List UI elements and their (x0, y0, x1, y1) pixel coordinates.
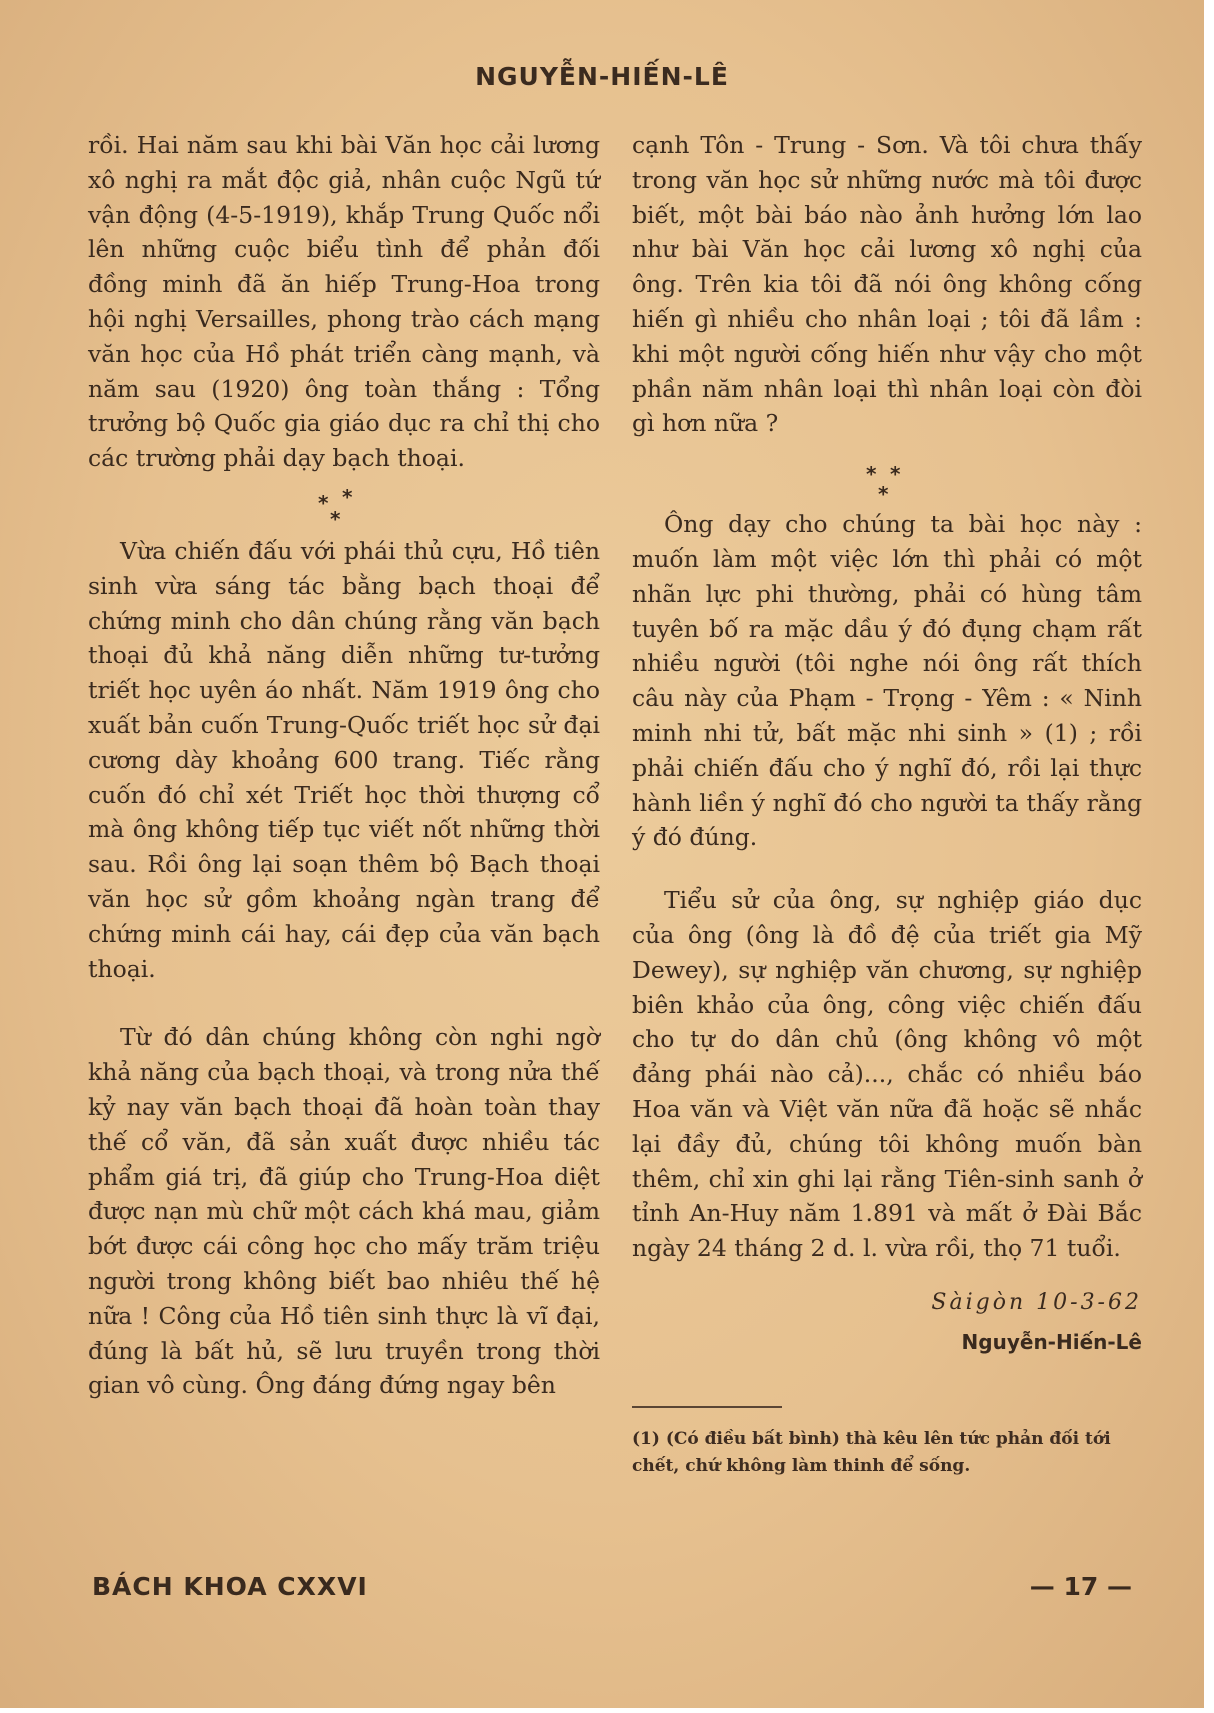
paragraph: rồi. Hai năm sau khi bài Văn học cải lương xô nghị ra mắt độc giả, nhân cuộc Ngũ tứ vận động (4-5-1919), khắp Trung Quốc nổi lên những cuộc biểu tình để phản đối đồng minh đã ăn hiếp Trung-Hoa trong hội nghị Versailles, phong trào cách mạng văn học của Hồ phát triển càng mạnh, và năm sau (1920) ông toàn thắng : Tổng trưởng bộ Quốc gia giáo dục ra chỉ thị cho các trường phải dạy bạch thoại. (88, 131, 600, 473)
paragraph: Vừa chiến đấu với phái thủ cựu, Hồ tiên sinh vừa sáng tác bằng bạch thoại để chứng minh cho dân chúng rằng văn bạch thoại đủ khả năng diễn những tư-tưởng triết học uyên áo nhất. Năm 1919 ông cho xuất bản cuốn Trung-Quốc triết học sử đại cương dày khoảng 600 trang. Tiếc rằng cuốn đó chỉ xét Triết học thời thượng cổ mà ông không tiếp tục viết nốt những thời sau. Rồi ông lại soạn thêm bộ Bạch thoại văn học sử gồm khoảng ngàn trang để chứng minh cái hay, cái đẹp của văn bạch thoại. (88, 536, 600, 983)
paragraph: Ông dạy cho chúng ta bài học này : muốn làm một việc lớn thì phải có một nhãn lực phi thường, phải có hùng tâm tuyên bố ra mặc dầu ý đó đụng chạm rất nhiều người (tôi nghe nói ông rất thích câu này của Phạm - Trọng - Yêm : « Ninh minh nhi tử, bất mặc nhi sinh » (1) ; rồi phải chiến đấu cho ý nghĩ đó, rồi lại thực hành liền ý nghĩ đó cho người ta thấy rằng ý đó đúng. (632, 510, 1142, 852)
paragraph: cạnh Tôn - Trung - Sơn. Và tôi chưa thấy trong văn học sử những nước mà tôi được biết, một bài báo nào ảnh hưởng lớn lao như bài Văn học cải lương xô nghị của ông. Trên kia tôi đã nói ông không cống hiến gì nhiều cho nhân loại ; tôi đã lầm : khi một người cống hiến như vậy cho một phần năm nhân loại thì nhân loại còn đòi gì hơn nữa ? (632, 131, 1142, 438)
star: * (330, 506, 341, 531)
running-head: NGUYỄN-HIẾN-LÊ (475, 62, 729, 91)
left-column (88, 128, 600, 1403)
section-separator (88, 476, 600, 534)
right-column (632, 128, 1142, 1480)
paragraph: Từ đó dân chúng không còn nghi ngờ khả năng của bạch thoại, và trong nửa thế kỷ nay văn bạch thoại đã hoàn toàn thay thế cổ văn, đã sản xuất được nhiều tác phẩm giá trị, đã giúp cho Trung-Hoa diệt được nạn mù chữ một cách khá mau, giảm bớt được cái công học cho mấy trăm triệu người trong không biết bao nhiêu thế hệ nữa ! Công của Hồ tiên sinh thực là vĩ đại, đúng là bất hủ, sẽ lưu truyền trong thời gian vô cùng. Ông đáng đứng ngay bên (88, 1023, 600, 1400)
footnote-rule (632, 1406, 782, 1408)
dateline: Sàigòn 10-3-62 (931, 1289, 1142, 1315)
paragraph: Tiểu sử của ông, sự nghiệp giáo dục của ông (ông là đồ đệ của triết gia Mỹ Dewey), sự nghiệp văn chương, sự nghiệp biên khảo của ông, công việc chiến đấu cho tự do dân chủ (ông không vô một đảng phái nào cả)..., chắc có nhiều báo Hoa văn và Việt văn nữa đã hoặc sẽ nhắc lại đầy đủ, chúng tôi không muốn bàn thêm, chỉ xin ghi lại rằng Tiên-sinh sanh ở tỉnh An-Huy năm 1.891 và mất ở Đài Bắc ngày 24 tháng 2 d. l. vừa rồi, thọ 71 tuổi. (632, 886, 1142, 1263)
page-number: — 17 — (1029, 1572, 1132, 1601)
section-separator (632, 441, 1142, 507)
publication-name: BÁCH KHOA CXXVI (92, 1572, 368, 1601)
star: * (878, 482, 889, 507)
star: * (318, 490, 329, 515)
footnote: (1) (Có điều bất bình) thà kêu lên tức phản đối tới chết, chứ không làm thinh để sống. (632, 1428, 1111, 1476)
author-signature: Nguyễn-Hiến-Lê (961, 1329, 1142, 1354)
star: * (890, 462, 901, 487)
star: * (342, 484, 353, 509)
star: * (866, 462, 877, 487)
